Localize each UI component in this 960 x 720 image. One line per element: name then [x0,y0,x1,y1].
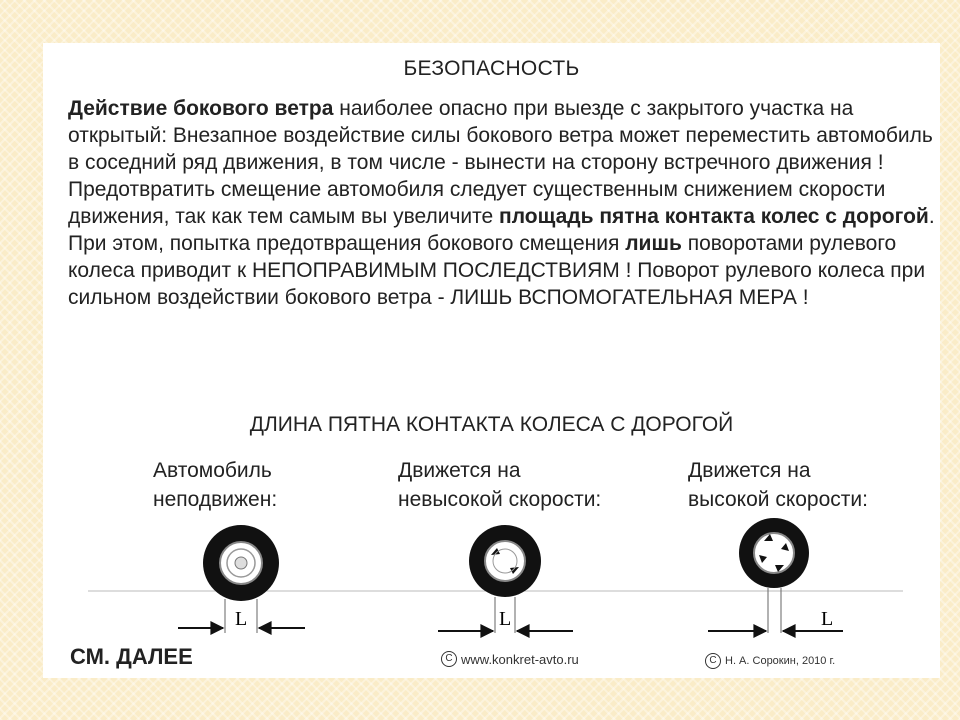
wheel-high-speed [708,518,843,633]
para-bold-1: Действие бокового ветра [68,97,334,120]
para-bold-2: площадь пятна контакта колес с дорогой [499,205,929,228]
rim-3 [754,533,794,573]
rim-2 [485,541,525,581]
wheel-3-caption-line2: высокой скорости: [688,488,868,511]
wheel-low-speed [438,525,573,633]
copyright-icon-2: C [705,653,721,669]
credit-site-text: www.konkret-avto.ru [461,651,579,667]
credit-site [441,651,579,667]
wheel-3-caption-line1: Движется на [688,459,811,482]
copyright-icon: C [441,651,457,667]
slide-title: БЕЗОПАСНОСТЬ [403,57,580,80]
wheel-2-caption-line2: невысокой скорости: [398,488,602,511]
credit-author [705,653,835,669]
diagram-title: ДЛИНА ПЯТНА КОНТАКТА КОЛЕСА С ДОРОГОЙ [249,413,734,436]
label-l-1: L [235,608,248,630]
wheel-1-caption-line2: неподвижен: [153,488,278,511]
credit-author-text: Н. А. Сорокин, 2010 г. [725,655,836,667]
slide-card [43,43,940,678]
contact-patch-diagram [43,43,940,678]
wheel-stationary [178,525,305,633]
para-bold-3: лишь [625,232,682,255]
wheel-2-caption-line1: Движется на [398,459,521,482]
see-more-link[interactable]: СМ. ДАЛЕЕ [70,644,193,669]
label-l-2: L [499,608,512,630]
para-text-1: наиболее опасно при выезде с закрытого участка на открытый: Внезапное воздействие силы бокового ветра может переместить автомобиль в соседний ряд движения, в том числе - вынести на сторону встречного движения ! Предотвратить смещение автомобиля следует существенным снижением скорости движения, так как тем самым вы увеличите [68,97,933,228]
label-l-3: L [821,608,834,630]
wheel-1-caption-line1: Автомобиль [153,459,272,482]
para-text-3: поворотами рулевого колеса приводит к НЕПОПРАВИМЫМ ПОСЛЕДСТВИЯМ ! Поворот рулевого колеса при сильном воздействии бокового ветра - ЛИШЬ ВСПОМОГАТЕЛЬНАЯ МЕРА ! [68,232,926,309]
para-text-2: . При этом, попытка предотвращения бокового смещения [68,205,935,255]
